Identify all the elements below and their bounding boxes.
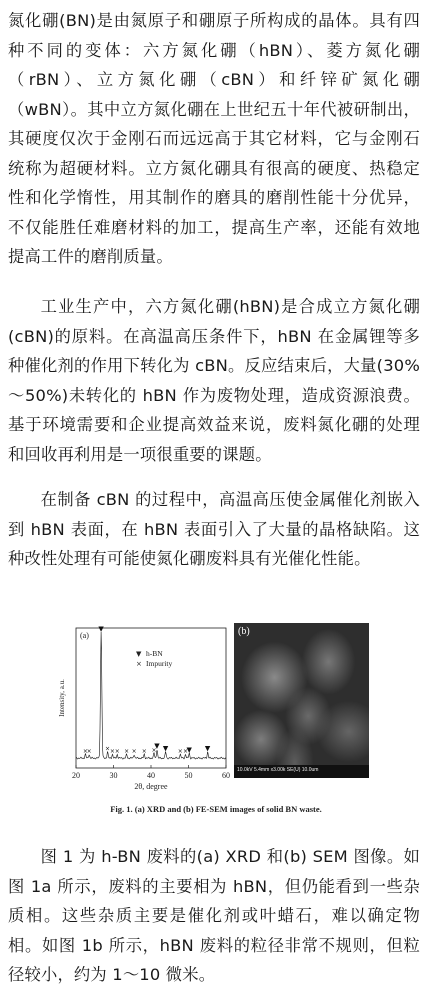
peak-marker-hbn: ▼ <box>204 744 211 753</box>
x-tick-label: 60 <box>222 771 230 780</box>
sem-scale-text: 10.0kV 5.4mm x3.00k SE(U) 10.0um <box>237 767 319 773</box>
legend-entry: Impurity <box>146 659 173 668</box>
paragraph-intro: 氮化硼(BN)是由氮原子和硼原子所构成的晶体。具有四种不同的变体：六方氮化硼（hBN）、菱方氮化硼（rBN）、立方氮化硼（cBN）和纤锌矿氮化硼（wBN）。其中立方氮化硼在上世纪五十年代被研制出，其硬度仅次于金刚石而远远高于其它材料，它与金刚石统称为超硬材料。立方氮化硼具有很高的硬度、热稳定性和化学惰性，用其制作的磨具的磨削性能十分优异，不仅能胜任难磨材料的加工，提高生产率，还能有效地提高工件的磨削质量。 <box>8 11 420 266</box>
sem-panel-label: (b) <box>238 626 250 637</box>
peak-marker-impurity: × <box>114 748 120 756</box>
figure-1 <box>56 618 376 818</box>
peak-marker-impurity: × <box>82 748 88 756</box>
x-tick-label: 40 <box>147 771 155 780</box>
peak-marker-impurity: × <box>104 745 111 753</box>
x-tick-label: 50 <box>184 771 193 780</box>
peak-marker-impurity: × <box>151 746 157 754</box>
peak-marker-hbn: ▼ <box>162 744 169 753</box>
peak-marker-hbn: ▼ <box>186 745 192 754</box>
paragraph-catalyst: 在制备 cBN 的过程中，高温高压使金属催化剂嵌入到 hBN 表面，在 hBN 表面引入了大量的晶格缺陷。这种改性处理有可能使氮化硼废料具有光催化性能。 <box>8 490 420 568</box>
peak-marker-impurity: × <box>131 748 137 756</box>
peak-marker-impurity: × <box>141 748 147 756</box>
peak-marker-hbn: ▼ <box>154 742 160 751</box>
peak-marker-impurity: × <box>182 748 189 756</box>
legend-symbol: ▼ <box>136 650 142 658</box>
x-tick-label: 20 <box>72 771 80 780</box>
y-axis-label: Intensity, a.u. <box>58 679 66 717</box>
x-axis-label: 2θ, degree <box>134 782 168 791</box>
paragraph-figure-description: 图 1 为 h-BN 废料的(a) XRD 和(b) SEM 图像。如图 1a 所示，废料的主要相为 hBN，但仍能看到一些杂质相。这些杂质主要是催化剂或叶蜡石，难以确定物相。如图 1b 所示，hBN 废料的粒径非常不规则，但粒径较小，约为 1～10 微米。 <box>8 847 420 984</box>
peak-marker-impurity: × <box>109 748 115 756</box>
paragraph-industry: 工业生产中，六方氮化硼(hBN)是合成立方氮化硼(cBN)的原料。在高温高压条件下，hBN 在金属锂等多种催化剂的作用下转化为 cBN。反应结束后，大量(30%～50%)未转化的 hBN 作为废物处理，造成资源浪费。基于环境需要和企业提高效益来说，废料氮化硼的处理和回收再利用是一项很重要的课题。 <box>8 297 420 464</box>
peak-marker-impurity: × <box>124 748 130 756</box>
legend-entry: h-BN <box>146 649 163 658</box>
xrd-chart <box>56 618 231 798</box>
legend-symbol: × <box>136 660 142 668</box>
x-tick-label: 30 <box>109 771 118 780</box>
peak-marker-impurity: × <box>177 748 183 756</box>
sem-info-bar <box>234 765 369 778</box>
figure-caption: Fig. 1. (a) XRD and (b) FE-SEM images of solid BN waste. <box>110 804 322 814</box>
panel-label: (a) <box>80 631 89 640</box>
peak-marker-hbn: ▼ <box>98 625 104 633</box>
peak-marker-impurity: × <box>86 748 92 756</box>
sem-image <box>234 623 369 778</box>
